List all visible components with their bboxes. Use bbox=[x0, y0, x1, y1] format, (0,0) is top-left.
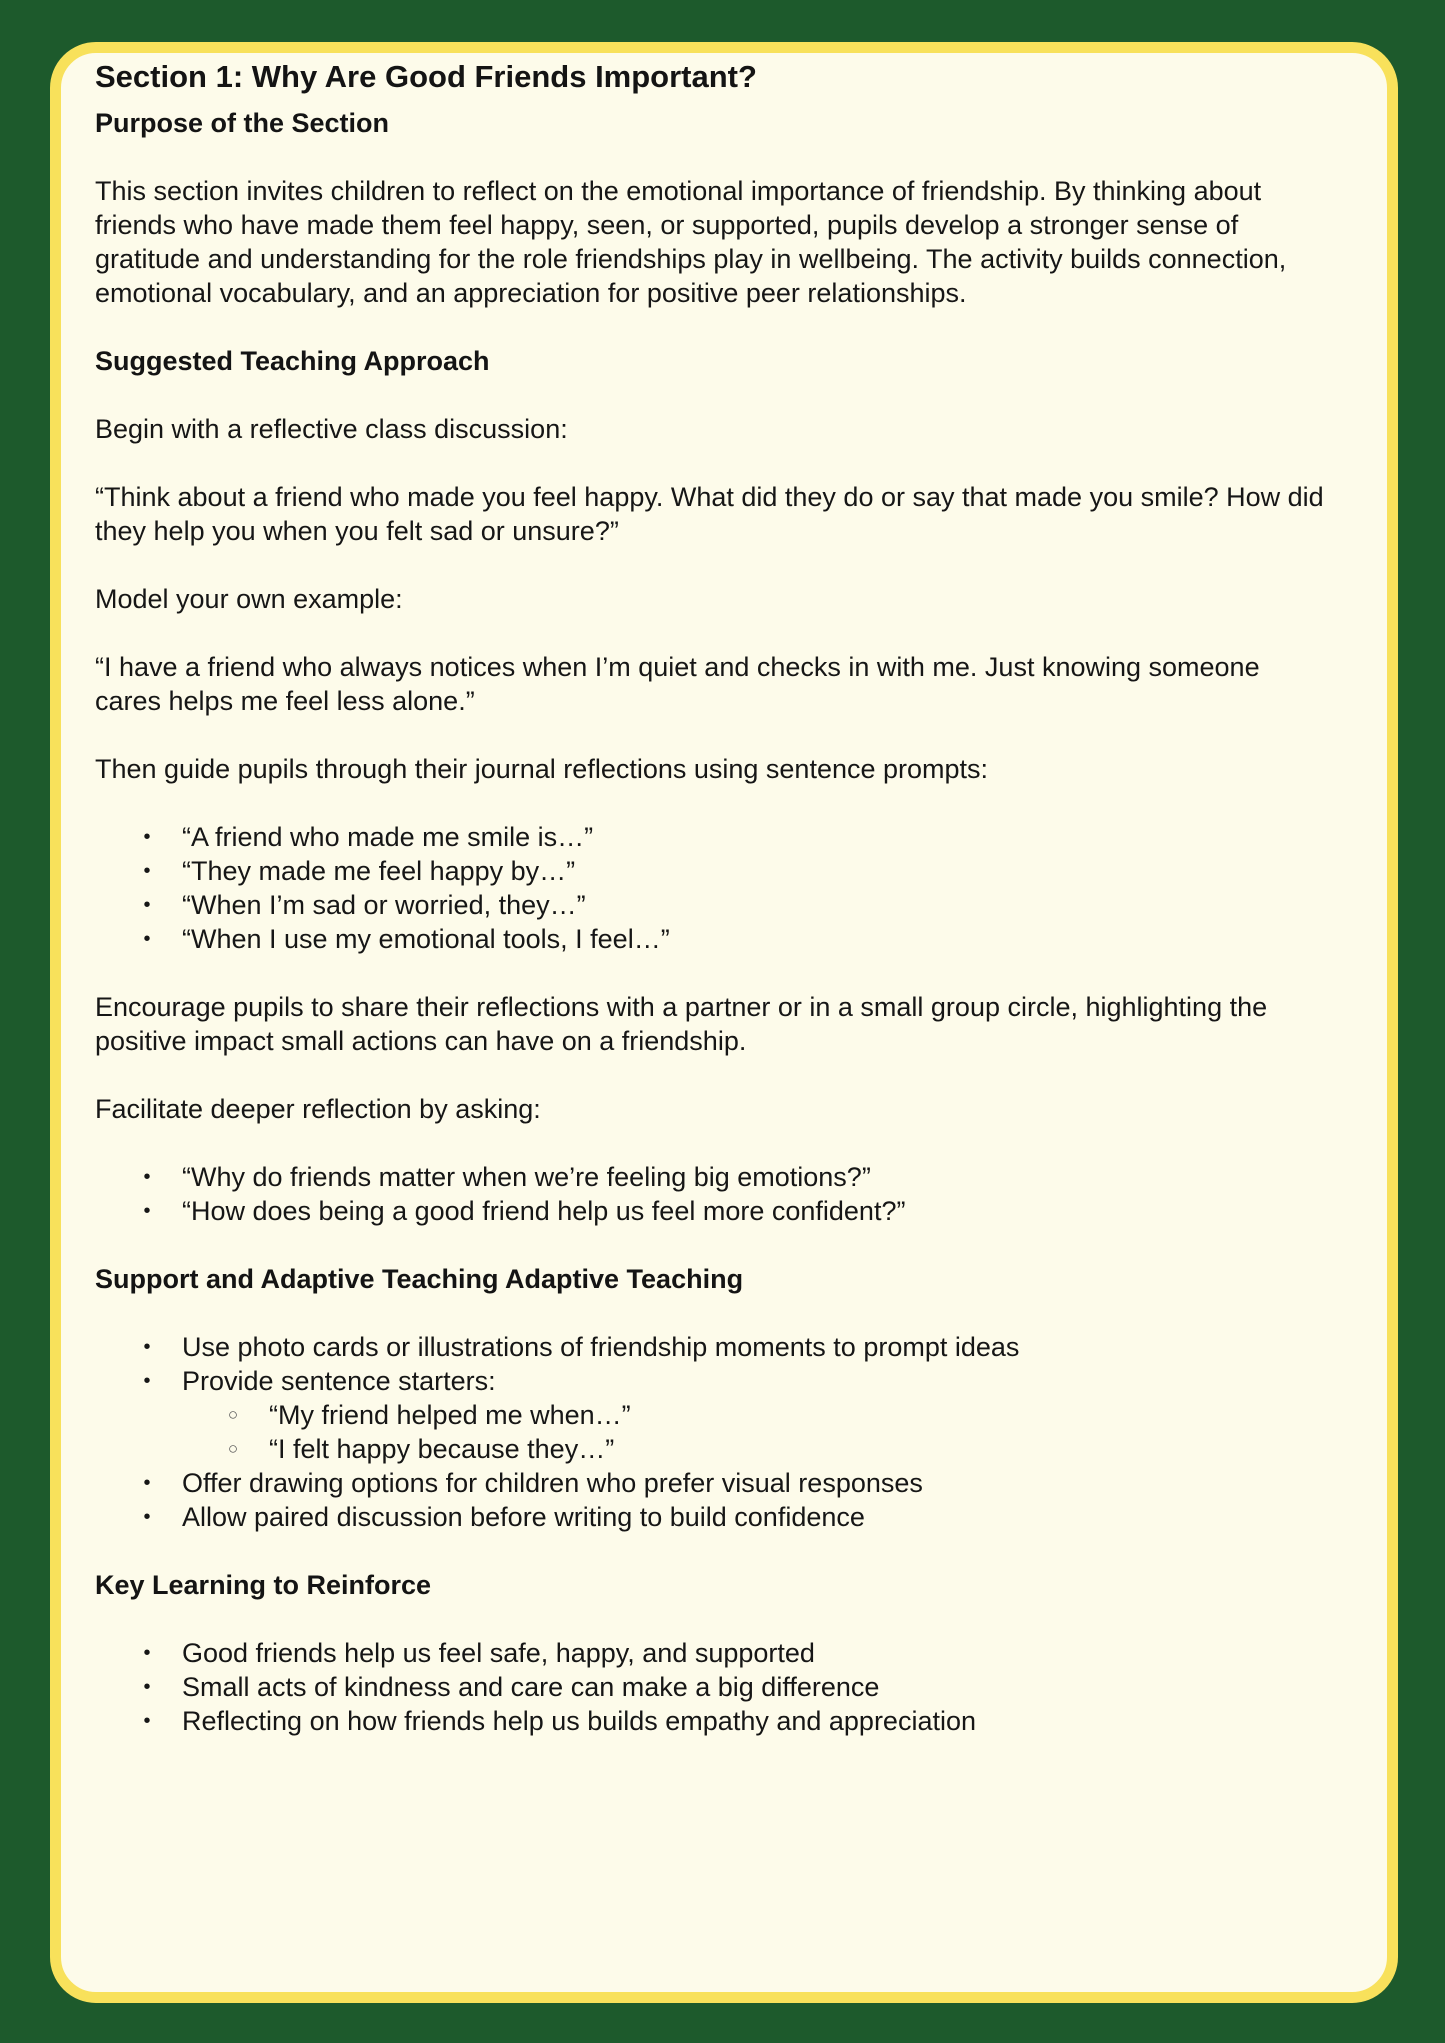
key-learning-list bbox=[95, 1636, 1325, 1738]
sentence-starters-list bbox=[95, 1398, 1325, 1466]
list-item: • “They made me feel happy by…” bbox=[95, 854, 1325, 888]
deeper-questions-list bbox=[95, 1160, 1325, 1228]
list-item: • “How does being a good friend help us feel more confident?” bbox=[95, 1194, 1325, 1228]
model-quote: “I have a friend who always notices when I’m quiet and checks in with me. Just knowing someone cares helps me feel less alone.” bbox=[95, 652, 1260, 716]
circle-bullet-icon: ○ bbox=[227, 1405, 239, 1424]
bullet-icon: • bbox=[143, 1642, 151, 1664]
deeper-intro: Facilitate deeper reflection by asking: bbox=[95, 1094, 541, 1124]
bullet-icon: • bbox=[143, 1166, 151, 1188]
support-list-continued bbox=[95, 1466, 1325, 1534]
discussion-quote: “Think about a friend who made you feel happy. What did they do or say that made you smile? How did they help you when you felt sad or unsure?” bbox=[95, 482, 1324, 546]
list-item: • “Why do friends matter when we’re feeling big emotions?” bbox=[95, 1160, 1325, 1194]
bullet-icon: • bbox=[143, 894, 151, 916]
bullet-icon: • bbox=[143, 1472, 151, 1494]
purpose-heading: Purpose of the Section bbox=[95, 108, 390, 138]
list-item: • Allow paired discussion before writing to build confidence bbox=[95, 1500, 1325, 1534]
list-item: • Provide sentence starters: bbox=[95, 1364, 1325, 1398]
list-item: • “When I’m sad or worried, they…” bbox=[95, 888, 1325, 922]
bullet-icon: • bbox=[143, 1506, 151, 1528]
bullet-icon: • bbox=[143, 1200, 151, 1222]
list-item: • Use photo cards or illustrations of friendship moments to prompt ideas bbox=[95, 1330, 1325, 1364]
bullet-icon: • bbox=[143, 1710, 151, 1732]
list-item: ○ “I felt happy because they…” bbox=[95, 1432, 1325, 1466]
support-heading: Support and Adaptive Teaching Adaptive Teaching bbox=[95, 1264, 744, 1294]
list-item: • Offer drawing options for children who prefer visual responses bbox=[95, 1466, 1325, 1500]
prompts-list bbox=[95, 820, 1325, 956]
purpose-text: This section invites children to reflect on the emotional importance of friendship. By thinking about friends who have made them feel happy, seen, or supported, pupils develop a stronger sense of gratitude and understanding for the role friendships play in wellbeing. The activity builds connection, emotional vocabulary, and an appreciation for positive peer relationships. bbox=[95, 176, 1287, 308]
share-text: Encourage pupils to share their reflections with a partner or in a small group circle, highlighting the positive impact small actions can have on a friendship. bbox=[95, 992, 1268, 1056]
key-learning-heading: Key Learning to Reinforce bbox=[95, 1570, 432, 1600]
bullet-icon: • bbox=[143, 1336, 151, 1358]
section-title: Section 1: Why Are Good Friends Important? bbox=[95, 59, 757, 94]
bullet-icon: • bbox=[143, 1676, 151, 1698]
approach-heading: Suggested Teaching Approach bbox=[95, 346, 490, 376]
list-item: • Small acts of kindness and care can make a big difference bbox=[95, 1670, 1325, 1704]
approach-intro: Begin with a reflective class discussion: bbox=[95, 414, 568, 444]
bullet-icon: • bbox=[143, 826, 151, 848]
circle-bullet-icon: ○ bbox=[227, 1439, 239, 1458]
bullet-icon: • bbox=[143, 860, 151, 882]
list-item: • Reflecting on how friends help us builds empathy and appreciation bbox=[95, 1704, 1325, 1738]
model-label: Model your own example: bbox=[95, 584, 403, 614]
document-body bbox=[95, 56, 1325, 1738]
bullet-icon: • bbox=[143, 928, 151, 950]
prompts-intro: Then guide pupils through their journal reflections using sentence prompts: bbox=[95, 754, 989, 784]
list-item: • “When I use my emotional tools, I feel…” bbox=[95, 922, 1325, 956]
support-list bbox=[95, 1330, 1325, 1398]
list-item: ○ “My friend helped me when…” bbox=[95, 1398, 1325, 1432]
bullet-icon: • bbox=[143, 1370, 151, 1392]
list-item: • “A friend who made me smile is…” bbox=[95, 820, 1325, 854]
list-item: • Good friends help us feel safe, happy, and supported bbox=[95, 1636, 1325, 1670]
